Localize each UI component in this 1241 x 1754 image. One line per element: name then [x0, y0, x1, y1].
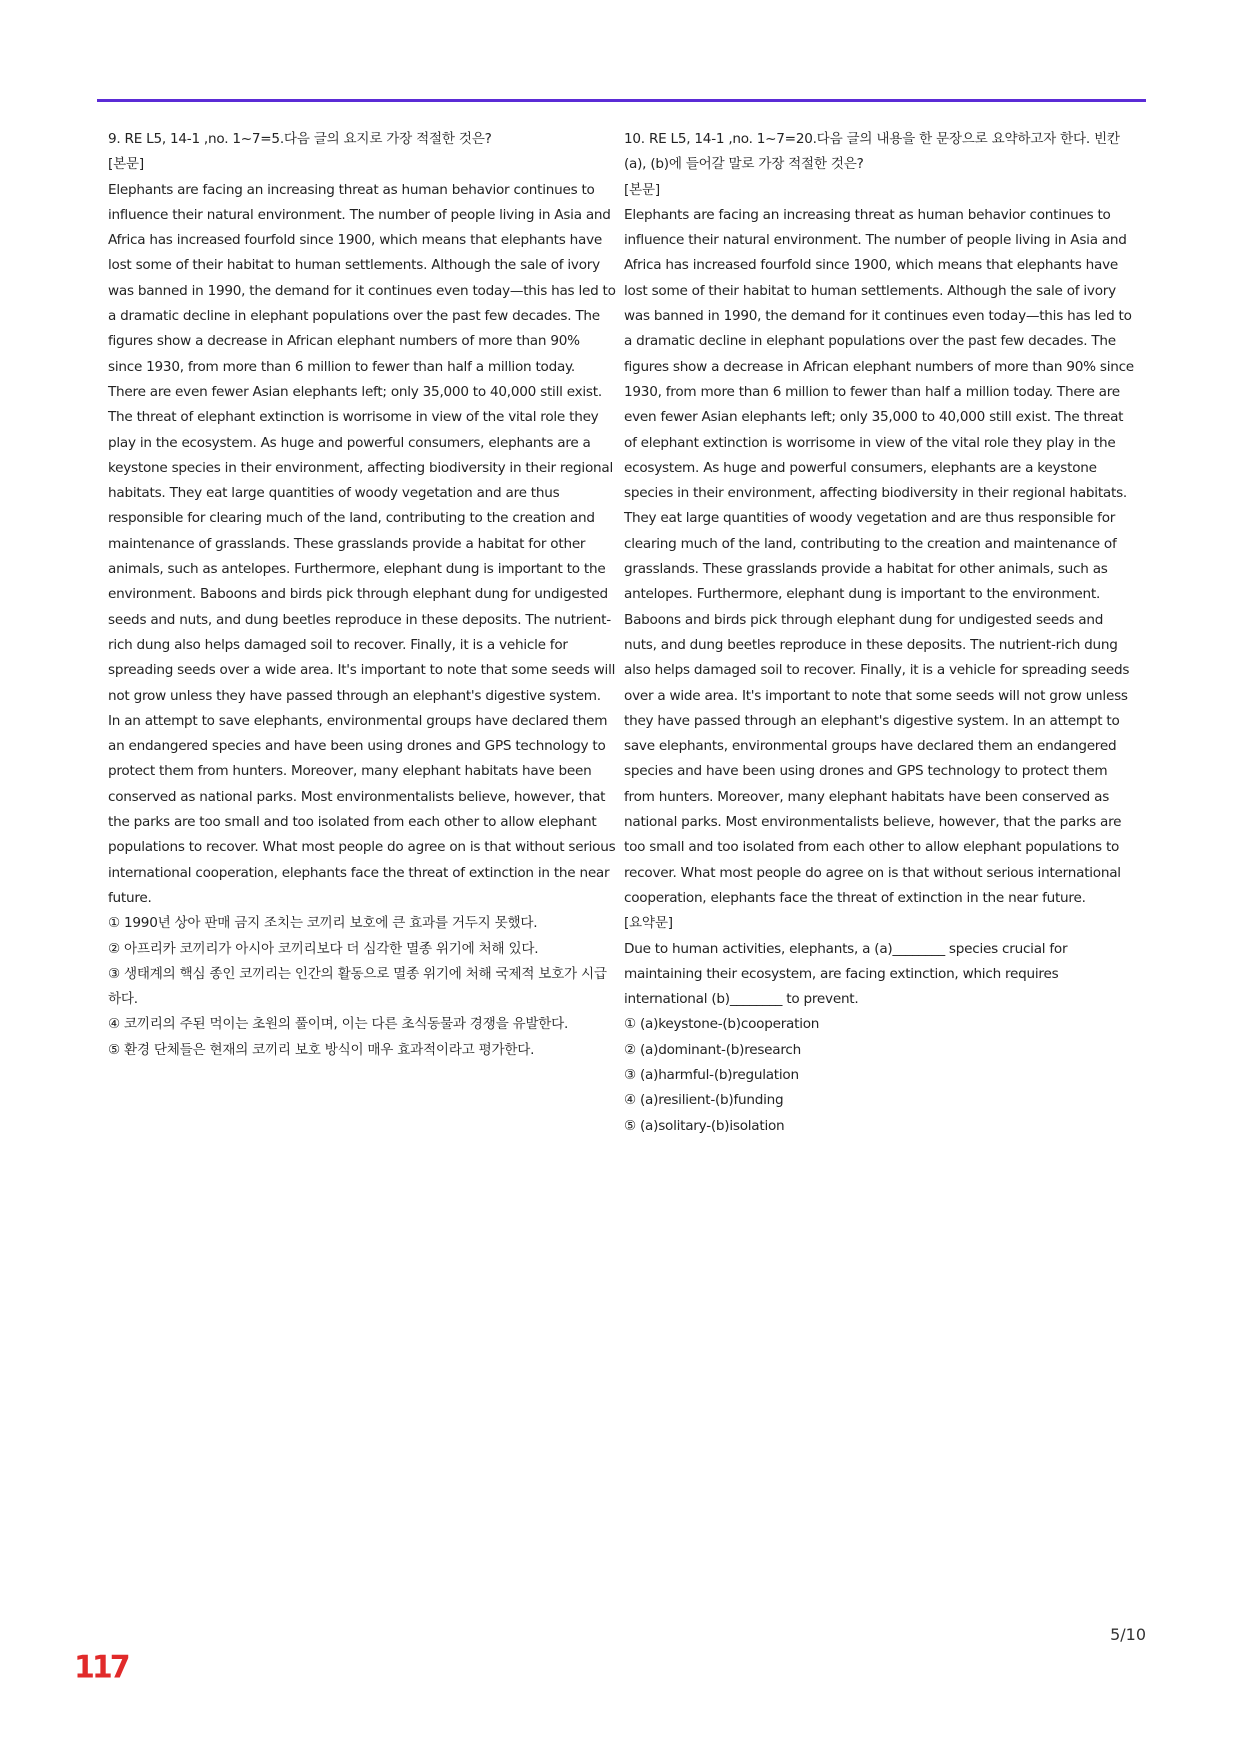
question-10-summary-tag: [요약문] — [624, 915, 673, 932]
question-9 — [108, 127, 616, 1063]
question-9-body-tag: [본문] — [108, 156, 144, 173]
question-9-option-1: ① 1990년 상아 판매 금지 조치는 코끼리 보호에 큰 효과를 거두지 못했다. — [108, 915, 538, 932]
question-10-body-tag: [본문] — [624, 181, 660, 198]
question-10-option-2: ② (a)dominant-(b)research — [624, 1041, 801, 1058]
question-10-option-3: ③ (a)harmful-(b)regulation — [624, 1066, 799, 1083]
page-number: 5/10 — [1110, 1625, 1146, 1644]
question-9-title: 9. RE L5, 14-1 ,no. 1~7=5.다음 글의 요지로 가장 적절한 것은? — [108, 131, 492, 147]
question-10-option-4: ④ (a)resilient-(b)funding — [624, 1092, 784, 1109]
question-10-title: 10. RE L5, 14-1 ,no. 1~7=20.다음 글의 내용을 한 문장으로 요약하고자 한다. 빈칸 (a), (b)에 들어갈 말로 가장 적절한 것은? — [624, 131, 1120, 173]
question-9-option-5: ⑤ 환경 단체들은 현재의 코끼리 보호 방식이 매우 효과적이라고 평가한다. — [108, 1041, 535, 1058]
question-9-passage: Elephants are facing an increasing threat as human behavior continues to influence their natural environment. The number of people living in Asia and Africa has increased fourfold since 1900, which means that elephants have lost some of their habitat to human settlements. Although the sale of ivory was banned in 1990, the demand for it continues even today—this has led to a dramatic decline in elephant populations over the past few decades. The figures show a decrease in African elephant numbers of more than 90% since 1930, from more than 6 million to fewer than half a million today. There are even fewer Asian elephants left; only 35,000 to 40,000 still exist. The threat of elephant extinction is worrisome in view of the vital role they play in the ecosystem. As huge and powerful consumers, elephants are a keystone species in their environment, affecting biodiversity in their regional habitats. They eat large quantities of woody vegetation and are thus responsible for clearing much of the land, contributing to the creation and maintenance of grasslands. These grasslands provide a habitat for other animals, such as antelopes. Furthermore, elephant dung is important to the environment. Baboons and birds pick through elephant dung for undigested seeds and nuts, and dung beetles reproduce in these deposits. The nutrient-rich dung also helps damaged soil to recover. Finally, it is a vehicle for spreading seeds over a wide area. It's important to note that some seeds will not grow unless they have passed through an elephant's digestive system. In an attempt to save elephants, environmental groups have declared them an endangered species and have been using drones and GPS technology to protect them from hunters. Moreover, many elephant habitats have been conserved as national parks. Most environmentalists believe, however, that the parks are too small and too isolated from each other to allow elephant populations to recover. What most people do agree on is that without serious international cooperation, elephants face the threat of extinction in the near future. — [108, 181, 616, 906]
question-9-option-4: ④ 코끼리의 주된 먹이는 초원의 풀이며, 이는 다른 초식동물과 경쟁을 유발한다. — [108, 1016, 569, 1033]
question-10-summary: Due to human activities, elephants, a (a)________ species crucial for maintaining their ecosystem, are facing extinction, which requires international (b)________ to prevent. — [624, 940, 1068, 1008]
question-10-option-5: ⑤ (a)solitary-(b)isolation — [624, 1117, 785, 1134]
question-10-passage: Elephants are facing an increasing threat as human behavior continues to influence their natural environment. The number of people living in Asia and Africa has increased fourfold since 1900, which means that elephants have lost some of their habitat to human settlements. Although the sale of ivory was banned in 1990, the demand for it continues even today—this has led to a dramatic decline in elephant populations over the past few decades. The figures show a decrease in African elephant numbers of more than 90% since 1930, from more than 6 million to fewer than half a million today. There are even fewer Asian elephants left; only 35,000 to 40,000 still exist. The threat of elephant extinction is worrisome in view of the vital role they play in the ecosystem. As huge and powerful consumers, elephants are a keystone species in their environment, affecting biodiversity in their regional habitats. They eat large quantities of woody vegetation and are thus responsible for clearing much of the land, contributing to the creation and maintenance of grasslands. These grasslands provide a habitat for other animals, such as antelopes. Furthermore, elephant dung is important to the environment. Baboons and birds pick through elephant dung for undigested seeds and nuts, and dung beetles reproduce in these deposits. The nutrient-rich dung also helps damaged soil to recover. Finally, it is a vehicle for spreading seeds over a wide area. It's important to note that some seeds will not grow unless they have passed through an elephant's digestive system. In an attempt to save elephants, environmental groups have declared them an endangered species and have been using drones and GPS technology to protect them from hunters. Moreover, many elephant habitats have been conserved as national parks. Most environmentalists believe, however, that the parks are too small and too isolated from each other to allow elephant populations to recover. What most people do agree on is that without serious international cooperation, elephants face the threat of extinction in the near future. — [624, 206, 1134, 906]
question-9-option-3: ③ 생태계의 핵심 종인 코끼리는 인간의 활동으로 멸종 위기에 처해 국제적 보호가 시급하다. — [108, 965, 607, 1008]
question-10-option-1: ① (a)keystone-(b)cooperation — [624, 1016, 820, 1033]
question-9-option-2: ② 아프리카 코끼리가 아시아 코끼리보다 더 심각한 멸종 위기에 처해 있다. — [108, 940, 539, 957]
top-accent-rule — [97, 99, 1146, 102]
publisher-logo: 117 — [74, 1649, 128, 1686]
question-10 — [624, 127, 1134, 1139]
